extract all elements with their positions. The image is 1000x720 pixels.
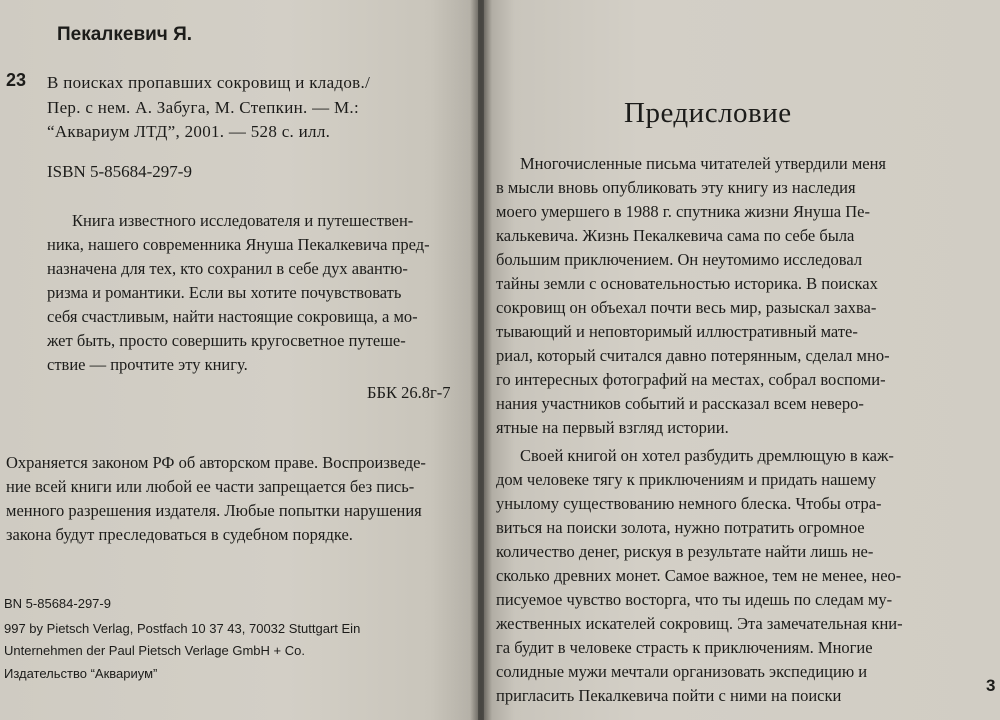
- page-number: 3: [986, 676, 996, 695]
- body-line: дом человеке тягу к приключениям и придать нашему: [496, 470, 877, 489]
- body-line: жественных искателей сокровищ. Эта замечательная кни-: [496, 614, 903, 633]
- bbk-code: ББК 26.8г-7: [367, 383, 451, 402]
- body-line: в мысли вновь опубликовать эту книгу из наследия: [496, 178, 856, 197]
- body-line: сколько древних монет. Самое важное, тем не менее, нео-: [496, 566, 902, 585]
- body-line: Своей книгой он хотел разбудить дремлющую в каж-: [520, 446, 894, 465]
- annotation-line: ствие — прочтите эту книгу.: [47, 355, 248, 374]
- copyright-line: Охраняется законом РФ об авторском праве. Воспроизведе-: [6, 453, 426, 472]
- annotation-line: ника, нашего современника Януша Пекалкевича пред-: [47, 235, 430, 254]
- body-line: моего умершего в 1988 г. спутника жизни Януша Пе-: [496, 202, 870, 221]
- annotation-line: назначена для тех, кто сохранил в себе дух авантю-: [47, 259, 408, 278]
- body-line: Многочисленные письма читателей утвердили меня: [520, 154, 887, 173]
- book-gutter: [470, 0, 492, 720]
- body-line: писуемое чувство восторга, что ты идешь по следам му-: [496, 590, 893, 609]
- copyright-line: закона будут преследоваться в судебном порядке.: [6, 525, 353, 544]
- imprint-line: BN 5-85684-297-9: [4, 596, 111, 611]
- body-line: сокровищ он объехал почти весь мир, разыскал захва-: [496, 298, 877, 317]
- body-line: га будит в человеке страсть к приключениям. Многие: [496, 638, 873, 657]
- author-name: Пекалкевич Я.: [57, 24, 193, 45]
- chapter-heading: Предисловие: [624, 97, 792, 129]
- body-line: большим приключением. Он неутомимо исследовал: [496, 250, 863, 269]
- annotation-line: Книга известного исследователя и путешествен-: [72, 211, 414, 230]
- biblio-line: В поисках пропавших сокровищ и кладов./: [47, 73, 371, 92]
- annotation-line: ризма и романтики. Если вы хотите почувствовать: [47, 283, 402, 302]
- body-line: количество денег, рискуя в результате найти лишь не-: [496, 542, 874, 561]
- body-line: ятные на первый взгляд истории.: [496, 418, 729, 437]
- body-line: риал, который считался давно потерянным, сделал мно-: [496, 346, 890, 365]
- body-line: нания участников событий и рассказал всем неверо-: [496, 394, 864, 413]
- annotation-line: себя счастливым, найти настоящие сокровища, а мо-: [47, 307, 418, 326]
- body-line: виться на поиски золота, нужно потратить огромное: [496, 518, 865, 537]
- body-line: унылому существованию немного блеска. Чтобы отра-: [496, 494, 882, 513]
- copyright-line: ние всей книги или любой ее части запрещается без пись-: [6, 477, 415, 496]
- biblio-line: “Аквариум ЛТД”, 2001. — 528 с. илл.: [47, 122, 331, 141]
- body-line: солидные мужи мечтали организовать экспедицию и: [496, 662, 868, 681]
- imprint-line: Unternehmen der Paul Pietsch Verlage GmbH + Co.: [4, 643, 305, 658]
- udk-code: 23: [6, 70, 27, 90]
- annotation-line: жет быть, просто совершить кругосветное путеше-: [47, 331, 406, 350]
- isbn: ISBN 5-85684-297-9: [47, 162, 192, 181]
- body-line: го интересных фотографий на местах, собрал воспоми-: [496, 370, 886, 389]
- body-line: пригласить Пекалкевича пойти с ними на поиски: [496, 686, 842, 705]
- biblio-line: Пер. с нем. А. Забуга, М. Степкин. — М.:: [47, 98, 359, 117]
- imprint-line: Издательство “Аквариум”: [4, 666, 158, 681]
- body-line: тывающий и неповторимый иллюстративный мате-: [496, 322, 858, 341]
- imprint-line: 997 by Pietsch Verlag, Postfach 10 37 43, 70032 Stuttgart Ein: [4, 621, 361, 636]
- body-line: тайны земли с основательностью историка. В поисках: [496, 274, 878, 293]
- copyright-line: менного разрешения издателя. Любые попытки нарушения: [6, 501, 422, 520]
- body-line: калькевича. Жизнь Пекалкевича сама по себе была: [496, 226, 855, 245]
